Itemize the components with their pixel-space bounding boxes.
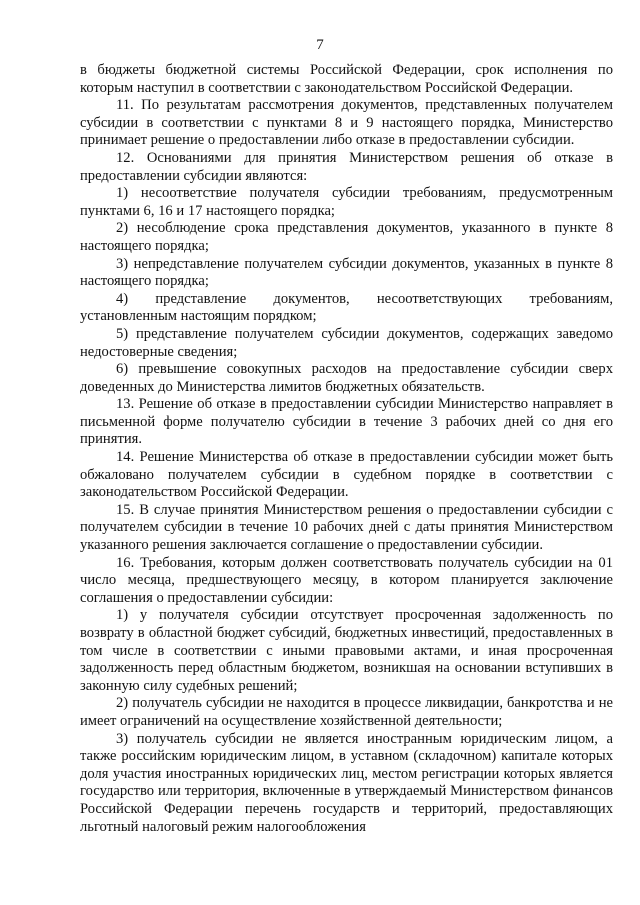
paragraph: 3) получатель субсидии не является иностранным юридическим лицом, а также российским юридическим лицом, в уставном (складочном) капитале которых доля участия иностранных юридических лиц, местом регистрации которых является государство или территория, включенные в утверждаемый Министерством финансов Российской Федерации перечень государств и территорий, предоставляющих льготный налоговый режим налогообложения [80,730,613,835]
paragraph: 6) превышение совокупных расходов на предоставление субсидии сверх доведенных до Министерства лимитов бюджетных обязательств. [80,361,613,395]
paragraph: 2) получатель субсидии не находится в процессе ликвидации, банкротства и не имеет ограничений на осуществление хозяйственной деятельности; [80,695,613,729]
paragraph: 5) представление получателем субсидии документов, содержащих заведомо недостоверные сведения; [80,325,613,360]
paragraph: 16. Требования, которым должен соответствовать получатель субсидии на 01 число месяца, предшествующего месяцу, в котором планируется заключение соглашения о предоставлении субсидии: [80,554,613,606]
paragraph: 14. Решение Министерства об отказе в предоставлении субсидии может быть обжаловано получателем субсидии в судебном порядке в соответствии с законодательством Российской Федерации. [80,449,613,501]
paragraph: 13. Решение об отказе в предоставлении субсидии Министерство направляет в письменной форме получателю субсидии в течение 3 рабочих дней со дня его принятия. [80,396,613,448]
document-text [80,62,613,836]
paragraph: 3) непредставление получателем субсидии документов, указанных в пункте 8 настоящего порядка; [80,255,613,290]
paragraph: 1) несоответствие получателя субсидии требованиям, предусмотренным пунктами 6, 16 и 17 настоящего порядка; [80,185,613,219]
paragraph: 4) представление документов, несоответствующих требованиям, установленным настоящим порядком; [80,290,613,325]
paragraph: 2) несоблюдение срока представления документов, указанного в пункте 8 настоящего порядка; [80,220,613,254]
paragraph: 11. По результатам рассмотрения документов, представленных получателем субсидии в соответствии с пунктами 8 и 9 настоящего порядка, Министерство принимает решение о предоставлении либо отказе в предоставлении субсидии. [80,97,613,149]
paragraph: 12. Основаниями для принятия Министерством решения об отказе в предоставлении субсидии являются: [80,149,613,184]
page-number: 7 [316,37,324,53]
paragraph: 1) у получателя субсидии отсутствует просроченная задолженность по возврату в областной бюджет субсидий, бюджетных инвестиций, предоставленных в том числе в соответствии с иными правовыми актами, и иная просроченная задолженность перед областным бюджетом, возникшая на основании вступивших в законную силу судебных решений; [80,607,613,694]
paragraph: в бюджеты бюджетной системы Российской Федерации, срок исполнения по которым наступил в соответствии с законодательством Российской Федерации. [80,62,613,96]
paragraph: 15. В случае принятия Министерством решения о предоставлении субсидии с получателем субсидии в течение 10 рабочих дней с даты принятия Министерством указанного решения заключается соглашение о предоставлении субсидии. [80,501,613,554]
